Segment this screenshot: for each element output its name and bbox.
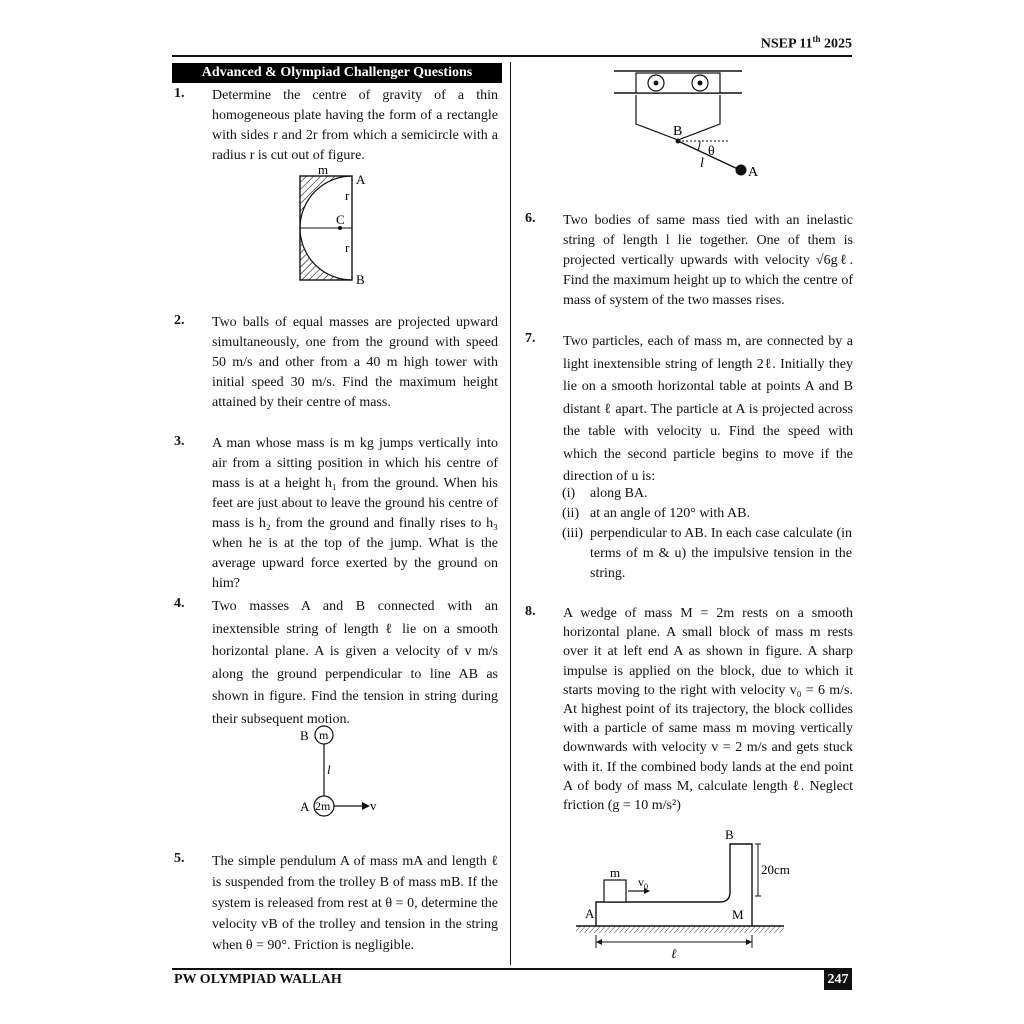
fig8-label-length: ℓ — [671, 946, 677, 961]
fig4-label-a: A — [300, 799, 310, 814]
section-banner: Advanced & Olympiad Challenger Questions — [172, 63, 502, 83]
fig5-label-theta: θ — [708, 144, 715, 159]
question-number: 5. — [174, 851, 185, 866]
footer-brand: PW OLYMPIAD WALLAH — [174, 972, 342, 987]
fig8-label-m: m — [610, 865, 621, 880]
header-rule — [172, 55, 852, 57]
fig8-label-v0: $v_0$ — [638, 875, 648, 891]
figure-cut-plate — [290, 164, 380, 288]
part-text: along BA. — [590, 486, 648, 501]
part-text: perpendicular to AB. In each case calculate (in terms of m & u) the impulsive tension in the string. — [590, 526, 852, 581]
question-number: 2. — [174, 313, 185, 328]
fig1-label-m: m — [318, 164, 329, 177]
fig5-label-a: A — [748, 165, 759, 180]
figure-two-masses — [294, 722, 384, 826]
question-text: Two particles, each of mass m, are connected by a light inextensible string of length 2ℓ. Initially they lie on a smooth horizontal table at points A and B distant ℓ apart. The particle at A is projected across the table with velocity u. Find the speed with which the second particle begins to move if the direction of u is: — [563, 334, 853, 484]
figure-wedge-block — [574, 826, 804, 962]
question-number: 1. — [174, 86, 185, 101]
fig4-label-b: B — [300, 728, 309, 743]
question-text: Two balls of equal masses are projected upward simultaneously, one from the ground with speed 50 m/s and other from a 40 m high tower with initial speed 30 m/s. Find the maximum height attained by their centre of mass. — [212, 315, 498, 410]
fig1-label-r-bottom: r — [345, 240, 350, 255]
part-label: (iii) — [562, 526, 583, 541]
fig1-label-c: C — [336, 212, 345, 227]
footer-rule — [172, 968, 852, 970]
question-text: Determine the centre of gravity of a thin homogeneous plate having the form of a rectangle with sides r and 2r from which a semicircle with a radius r is cut out of figure. — [212, 88, 498, 163]
fig5-label-b: B — [673, 124, 683, 139]
fig8-label-a: A — [585, 906, 595, 921]
page-number: 247 — [824, 970, 852, 990]
question-text: A man whose mass is m kg jumps vertically into air from a sitting position in which his centre of mass is at a height h₁ from the ground. When his feet are just about to leave the ground his centre of mass is h₂ from the ground and finally rises to h₃ when he is at the top of the jump. What is the average upward force exerted by the ground on him? — [212, 436, 498, 591]
column-divider — [510, 62, 511, 965]
fig8-label-height: 20cm — [761, 862, 790, 877]
fig1-label-b: B — [356, 272, 365, 287]
question-text: A wedge of mass M = 2m rests on a smooth horizontal plane. A small block of mass m rests over it at left end A as shown in figure. A sharp impulse is applied on the block, due to which it starts moving to the right with velocity v₀ = 6 m/s. At highest point of its trajectory, the block collides with a particle of same mass m moving vertically downwards with velocity v = 2 m/s and gets stuck with it. If the combined body lands at the end point A of body of mass M, calculate length ℓ. Neglect friction (g = 10 m/s²) — [563, 606, 853, 814]
fig4-label-l: l — [327, 762, 331, 777]
fig1-label-a: A — [356, 172, 366, 187]
question-text: Two bodies of same mass tied with an inelastic string of length l lie together. One of them is projected vertically upwards with velocity √6gℓ. Find the maximum height up to which the centre of mass of system of the two masses rises. — [563, 213, 853, 308]
header-title: NSEP 11th 2025 — [760, 34, 852, 52]
figure-pendulum-trolley — [608, 64, 764, 184]
fig4-label-v: v — [370, 798, 377, 813]
question-number: 7. — [525, 331, 536, 346]
fig8-label-b: B — [725, 827, 734, 842]
part-label: (i) — [562, 486, 576, 501]
fig5-label-l: l — [700, 156, 704, 171]
fig1-label-r-top: r — [345, 188, 350, 203]
question-number: 8. — [525, 604, 536, 619]
question-number: 4. — [174, 596, 185, 611]
fig4-label-2m: 2m — [315, 799, 331, 813]
part-label: (ii) — [562, 506, 580, 521]
fig8-label-big-m: M — [732, 907, 744, 922]
question-text: The simple pendulum A of mass mA and length ℓ is suspended from the trolley B of mass mB. If the system is released from rest at θ = 0, determine the velocity vB of the trolley and tension in the string when θ = 90°. Friction is negligible. — [212, 854, 498, 953]
part-text: at an angle of 120° with AB. — [590, 506, 750, 521]
fig4-label-m: m — [319, 728, 329, 742]
question-text: Two masses A and B connected with an inextensible string of length ℓ lie on a smooth horizontal plane. A is given a velocity of v m/s along the ground perpendicular to line AB as shown in figure. Find the tension in string during their subsequent motion. — [212, 599, 498, 727]
question-number: 6. — [525, 211, 536, 226]
question-number: 3. — [174, 434, 185, 449]
